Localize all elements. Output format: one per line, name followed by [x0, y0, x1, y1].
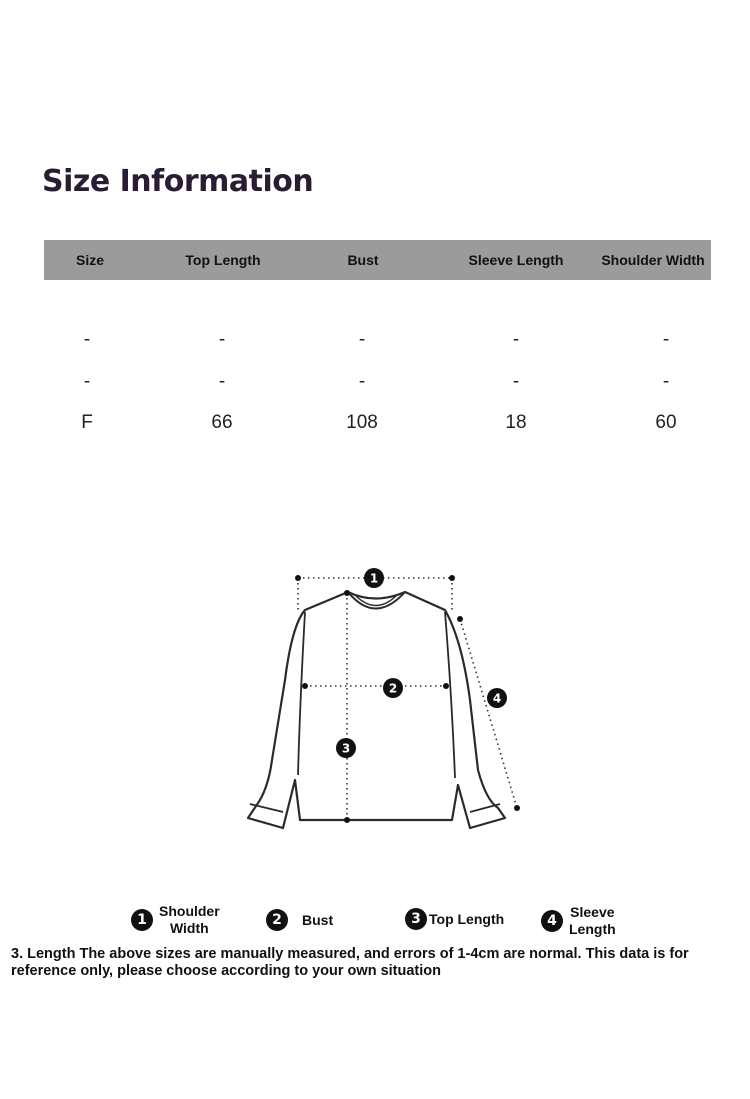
header-shoulder-width: Shoulder Width: [601, 252, 705, 268]
header-bust: Bust: [347, 252, 379, 268]
legend-label: Top Length: [429, 910, 505, 927]
header-size: Size: [75, 252, 105, 268]
table-cell: 66: [211, 412, 233, 433]
sweater-diagram: [230, 560, 530, 840]
legend-label: Sleeve Length: [569, 904, 616, 937]
svg-text:2: 2: [388, 681, 398, 696]
table-cell: 108: [346, 412, 378, 433]
measurement-note: 3. Length The above sizes are manually measured, and errors of 1-4cm are normal. This data is for reference only, please choose according to your own situation: [11, 946, 689, 979]
legend-number: 4: [541, 910, 563, 932]
legend-label: Shoulder Width: [159, 903, 220, 936]
legend-bust: [266, 909, 333, 931]
svg-text:3: 3: [341, 741, 351, 756]
table-cell: F: [81, 412, 93, 433]
legend-shoulder-width: [131, 903, 220, 937]
legend-number: 3: [405, 908, 427, 930]
legend-number: 1: [131, 909, 153, 931]
table-cell: 18: [505, 412, 527, 433]
table-cell: -: [218, 329, 226, 350]
legend-top-length: [405, 908, 504, 930]
legend-sleeve-length: [541, 904, 616, 938]
table-cell: -: [83, 329, 91, 350]
marker-3: [336, 738, 356, 758]
page-title: Size Information: [42, 164, 314, 199]
legend-label: Bust: [302, 911, 334, 928]
marker-2: [383, 678, 403, 698]
table-cell: -: [512, 371, 520, 392]
table-cell: -: [662, 371, 670, 392]
legend-number: 2: [266, 909, 288, 931]
header-top-length: Top Length: [185, 252, 261, 268]
table-cell: -: [218, 371, 226, 392]
marker-4: [487, 688, 507, 708]
table-cell: -: [662, 329, 670, 350]
svg-text:4: 4: [492, 691, 502, 706]
table-cell: -: [358, 329, 366, 350]
table-cell: -: [83, 371, 91, 392]
marker-1: [364, 568, 384, 588]
table-cell: 60: [655, 412, 677, 433]
table-cell: -: [358, 371, 366, 392]
header-sleeve-length: Sleeve Length: [468, 252, 564, 268]
svg-text:1: 1: [369, 571, 379, 586]
table-cell: -: [512, 329, 520, 350]
